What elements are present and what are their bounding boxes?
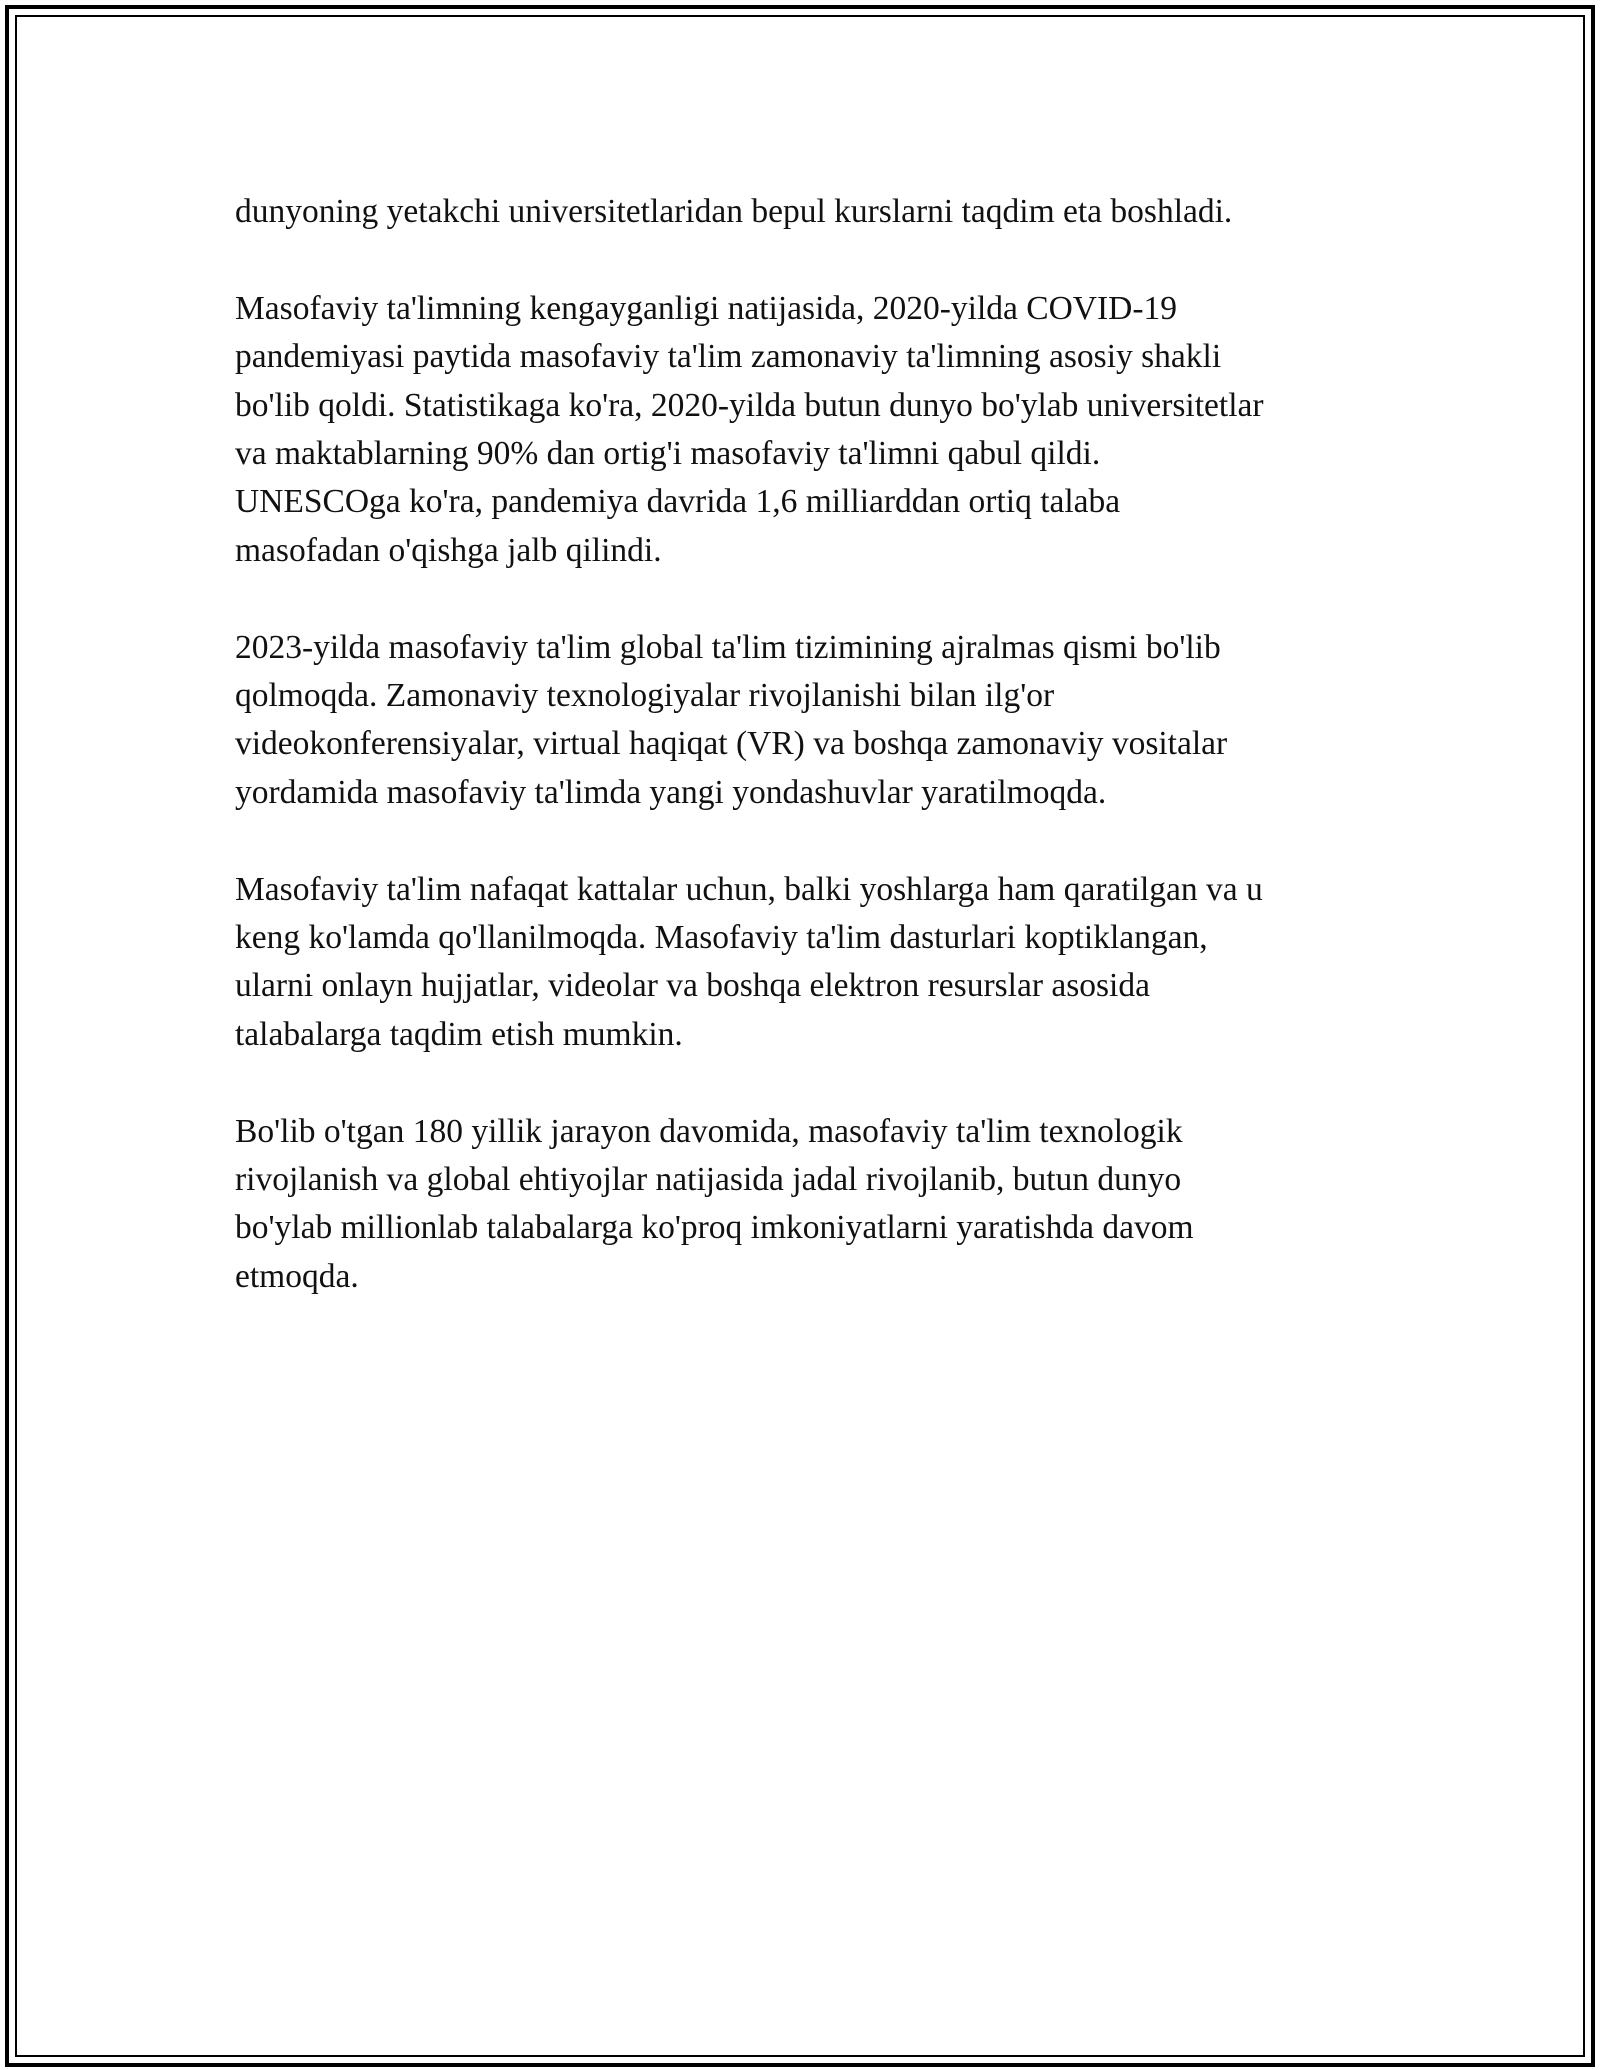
text-line: keng ko'lamda qo'llanilmoqda. Masofaviy ta'lim dasturlari koptiklangan, — [235, 919, 1208, 957]
text-line: bo'lib qoldi. Statistikaga ko'ra, 2020-yilda butun dunyo bo'ylab universitetlar — [235, 386, 1264, 424]
paragraph-3 — [235, 624, 1395, 818]
text-line: qolmoqda. Zamonaviy texnologiyalar rivojlanishi bilan ilg'or — [235, 677, 1055, 715]
text-line: masofadan o'qishga jalb qilindi. — [235, 531, 662, 569]
text-line: rivojlanish va global ehtiyojlar natijasida jadal rivojlanib, butun dunyo — [235, 1161, 1182, 1199]
text-line: ularni onlayn hujjatlar, videolar va boshqa elektron resurslar asosida — [235, 967, 1150, 1005]
text-line: 2023-yilda masofaviy ta'lim global ta'lim tizimining ajralmas qismi bo'lib — [235, 628, 1221, 666]
text-line: Bo'lib o'tgan 180 yillik jarayon davomida, masofaviy ta'lim texnologik — [235, 1112, 1183, 1150]
paragraph-5 — [235, 1108, 1395, 1302]
paragraph-2 — [235, 285, 1395, 575]
text-line: etmoqda. — [235, 1257, 359, 1295]
paragraph-1 — [235, 188, 1395, 236]
text-line: pandemiyasi paytida masofaviy ta'lim zamonaviy ta'limning asosiy shakli — [235, 338, 1222, 376]
text-line: UNESCOga ko'ra, pandemiya davrida 1,6 milliarddan ortiq talaba — [235, 483, 1121, 521]
text-line: va maktablarning 90% dan ortig'i masofaviy ta'limni qabul qildi. — [235, 435, 1101, 473]
text-line: bo'ylab millionlab talabalarga ko'proq imkoniyatlarni yaratishda davom — [235, 1209, 1194, 1247]
text-line: Masofaviy ta'limning kengayganligi natijasida, 2020-yilda COVID-19 — [235, 289, 1177, 327]
document-body — [235, 188, 1395, 1350]
text-line: dunyoning yetakchi universitetlaridan bepul kurslarni taqdim eta boshladi. — [235, 193, 1233, 230]
text-line: Masofaviy ta'lim nafaqat kattalar uchun, balki yoshlarga ham qaratilgan va u — [235, 870, 1263, 908]
text-line: talabalarga taqdim etish mumkin. — [235, 1015, 683, 1053]
paragraph-4 — [235, 866, 1395, 1060]
text-line: yordamida masofaviy ta'limda yangi yondashuvlar yaratilmoqda. — [235, 773, 1107, 811]
text-line: videokonferensiyalar, virtual haqiqat (VR) va boshqa zamonaviy vositalar — [235, 725, 1228, 763]
